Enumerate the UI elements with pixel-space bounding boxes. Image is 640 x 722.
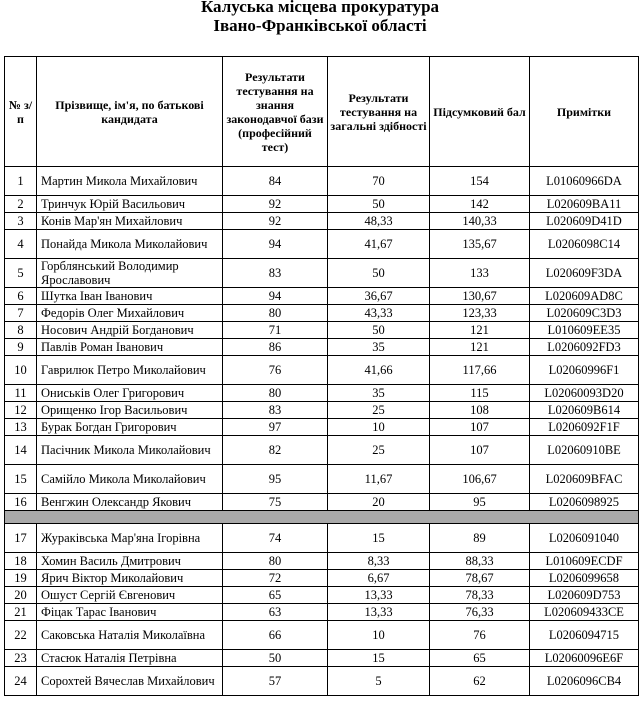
cell-law-score: 66 bbox=[223, 621, 328, 650]
cell-total-score: 78,67 bbox=[430, 570, 530, 587]
cell-total-score: 115 bbox=[430, 385, 530, 402]
cell-note: L0206098925 bbox=[530, 494, 639, 511]
cell-general-score: 50 bbox=[328, 196, 430, 213]
table-row bbox=[5, 305, 639, 322]
cell-name: Самійло Микола Миколайович bbox=[37, 465, 223, 494]
cell-law-score: 86 bbox=[223, 339, 328, 356]
table-row bbox=[5, 465, 639, 494]
cell-law-score: 80 bbox=[223, 385, 328, 402]
document-title-line1: Калуська місцева прокуратура bbox=[200, 0, 440, 16]
cell-note: L0206099658 bbox=[530, 570, 639, 587]
cell-note: L020609D753 bbox=[530, 587, 639, 604]
cell-law-score: 80 bbox=[223, 305, 328, 322]
cell-note: L02060093D20 bbox=[530, 385, 639, 402]
cell-general-score: 10 bbox=[328, 621, 430, 650]
cell-total-score: 76,33 bbox=[430, 604, 530, 621]
cell-name: Ониськів Олег Григорович bbox=[37, 385, 223, 402]
cell-law-score: 97 bbox=[223, 419, 328, 436]
cell-num: 14 bbox=[5, 436, 37, 465]
cell-total-score: 108 bbox=[430, 402, 530, 419]
cell-law-score: 94 bbox=[223, 230, 328, 259]
table-row bbox=[5, 667, 639, 696]
cell-general-score: 41,67 bbox=[328, 230, 430, 259]
table-row bbox=[5, 322, 639, 339]
cell-name: Стасюк Наталія Петрівна bbox=[37, 650, 223, 667]
cell-general-score: 35 bbox=[328, 339, 430, 356]
cell-total-score: 106,67 bbox=[430, 465, 530, 494]
cell-note: L02060910BE bbox=[530, 436, 639, 465]
cell-num: 23 bbox=[5, 650, 37, 667]
cell-note: L020609F3DA bbox=[530, 259, 639, 288]
cell-note: L020609C3D3 bbox=[530, 305, 639, 322]
cell-note: L010609EE35 bbox=[530, 322, 639, 339]
cell-general-score: 41,66 bbox=[328, 356, 430, 385]
table-row bbox=[5, 213, 639, 230]
cell-general-score: 11,67 bbox=[328, 465, 430, 494]
cell-note: L0206094З3CE bbox=[530, 604, 639, 621]
cell-num: 20 bbox=[5, 587, 37, 604]
cell-general-score: 25 bbox=[328, 402, 430, 419]
cell-num: 2 bbox=[5, 196, 37, 213]
cell-total-score: 89 bbox=[430, 524, 530, 553]
cell-name: Бурак Богдан Григорович bbox=[37, 419, 223, 436]
table-row bbox=[5, 587, 639, 604]
cell-num: 3 bbox=[5, 213, 37, 230]
table-row bbox=[5, 604, 639, 621]
cell-note: L01060966DA bbox=[530, 167, 639, 196]
cell-total-score: 88,33 bbox=[430, 553, 530, 570]
table-row bbox=[5, 494, 639, 511]
table-row bbox=[5, 419, 639, 436]
cell-law-score: 65 bbox=[223, 587, 328, 604]
cell-law-score: 84 bbox=[223, 167, 328, 196]
table-row bbox=[5, 385, 639, 402]
cell-general-score: 48,33 bbox=[328, 213, 430, 230]
cell-name: Фіцак Тарас Іванович bbox=[37, 604, 223, 621]
cell-law-score: 63 bbox=[223, 604, 328, 621]
cell-general-score: 35 bbox=[328, 385, 430, 402]
table-row bbox=[5, 339, 639, 356]
cell-law-score: 50 bbox=[223, 650, 328, 667]
cell-law-score: 94 bbox=[223, 288, 328, 305]
cell-num: 7 bbox=[5, 305, 37, 322]
cell-law-score: 72 bbox=[223, 570, 328, 587]
cell-note: L020609AD8C bbox=[530, 288, 639, 305]
cell-num: 16 bbox=[5, 494, 37, 511]
header-law-test: Результати тестування на знання законодавчої бази (професійний тест) bbox=[223, 57, 328, 167]
cell-general-score: 70 bbox=[328, 167, 430, 196]
header-total-score: Підсумковий бал bbox=[430, 57, 530, 167]
cell-general-score: 50 bbox=[328, 259, 430, 288]
table-row bbox=[5, 553, 639, 570]
cell-num: 11 bbox=[5, 385, 37, 402]
cell-name: Орищенко Ігор Васильович bbox=[37, 402, 223, 419]
table-row bbox=[5, 570, 639, 587]
cell-law-score: 83 bbox=[223, 402, 328, 419]
cell-general-score: 5 bbox=[328, 667, 430, 696]
header-notes: Примітки bbox=[530, 57, 639, 167]
cell-name: Шутка Іван Іванович bbox=[37, 288, 223, 305]
results-table bbox=[4, 56, 639, 696]
cell-total-score: 62 bbox=[430, 667, 530, 696]
cell-general-score: 13,33 bbox=[328, 587, 430, 604]
cell-num: 12 bbox=[5, 402, 37, 419]
table-row bbox=[5, 621, 639, 650]
cell-total-score: 107 bbox=[430, 436, 530, 465]
cell-total-score: 121 bbox=[430, 322, 530, 339]
cell-total-score: 142 bbox=[430, 196, 530, 213]
cell-num: 18 bbox=[5, 553, 37, 570]
cell-name: Хомин Василь Дмитрович bbox=[37, 553, 223, 570]
cell-name: Ярич Віктор Миколайович bbox=[37, 570, 223, 587]
cell-name: Мартин Микола Михайлович bbox=[37, 167, 223, 196]
cell-law-score: 57 bbox=[223, 667, 328, 696]
cell-num: 17 bbox=[5, 524, 37, 553]
header-num: № з/п bbox=[5, 57, 37, 167]
table-group-2 bbox=[5, 524, 639, 696]
cell-num: 9 bbox=[5, 339, 37, 356]
cell-note: L020609BA11 bbox=[530, 196, 639, 213]
cell-general-score: 50 bbox=[328, 322, 430, 339]
table-separator bbox=[5, 511, 639, 524]
cell-num: 5 bbox=[5, 259, 37, 288]
table-row bbox=[5, 650, 639, 667]
cell-note: L0206096CB4 bbox=[530, 667, 639, 696]
cell-num: 4 bbox=[5, 230, 37, 259]
cell-note: L02060096E6F bbox=[530, 650, 639, 667]
cell-law-score: 80 bbox=[223, 553, 328, 570]
cell-law-score: 76 bbox=[223, 356, 328, 385]
cell-name: Павлів Роман Іванович bbox=[37, 339, 223, 356]
cell-note: L020609B614 bbox=[530, 402, 639, 419]
cell-general-score: 43,33 bbox=[328, 305, 430, 322]
cell-name: Пасічник Микола Миколайович bbox=[37, 436, 223, 465]
cell-total-score: 133 bbox=[430, 259, 530, 288]
cell-general-score: 15 bbox=[328, 524, 430, 553]
cell-general-score: 8,33 bbox=[328, 553, 430, 570]
cell-law-score: 82 bbox=[223, 436, 328, 465]
cell-law-score: 92 bbox=[223, 196, 328, 213]
table-row bbox=[5, 196, 639, 213]
separator-row bbox=[5, 511, 639, 524]
header-name: Прізвище, ім'я, по батькові кандидата bbox=[37, 57, 223, 167]
cell-note: L020609D41D bbox=[530, 213, 639, 230]
cell-general-score: 20 bbox=[328, 494, 430, 511]
table-row bbox=[5, 436, 639, 465]
cell-total-score: 130,67 bbox=[430, 288, 530, 305]
cell-num: 1 bbox=[5, 167, 37, 196]
cell-note: L0206094715 bbox=[530, 621, 639, 650]
cell-total-score: 95 bbox=[430, 494, 530, 511]
table-row bbox=[5, 524, 639, 553]
cell-num: 8 bbox=[5, 322, 37, 339]
table-row bbox=[5, 230, 639, 259]
cell-num: 19 bbox=[5, 570, 37, 587]
cell-note: L0206092FD3 bbox=[530, 339, 639, 356]
document-title-line2: Івано-Франківської області bbox=[213, 16, 427, 35]
cell-general-score: 15 bbox=[328, 650, 430, 667]
cell-law-score: 95 bbox=[223, 465, 328, 494]
cell-name: Тринчук Юрій Васильович bbox=[37, 196, 223, 213]
cell-general-score: 13,33 bbox=[328, 604, 430, 621]
cell-name: Жураківська Мар'яна Ігорівна bbox=[37, 524, 223, 553]
cell-note: L02060996F1 bbox=[530, 356, 639, 385]
cell-law-score: 74 bbox=[223, 524, 328, 553]
cell-total-score: 135,67 bbox=[430, 230, 530, 259]
cell-num: 6 bbox=[5, 288, 37, 305]
cell-name: Сорохтей Вячеслав Михайлович bbox=[37, 667, 223, 696]
cell-general-score: 25 bbox=[328, 436, 430, 465]
cell-law-score: 83 bbox=[223, 259, 328, 288]
table-row bbox=[5, 402, 639, 419]
cell-name: Венгжин Олександр Якович bbox=[37, 494, 223, 511]
cell-num: 21 bbox=[5, 604, 37, 621]
cell-total-score: 121 bbox=[430, 339, 530, 356]
cell-total-score: 117,66 bbox=[430, 356, 530, 385]
cell-name: Федорів Олег Михайлович bbox=[37, 305, 223, 322]
cell-total-score: 123,33 bbox=[430, 305, 530, 322]
table-group-1 bbox=[5, 167, 639, 511]
header-general-test: Результати тестування на загальні здібності bbox=[328, 57, 430, 167]
cell-name: Носович Андрій Богданович bbox=[37, 322, 223, 339]
cell-general-score: 6,67 bbox=[328, 570, 430, 587]
cell-name: Гаврилюк Петро Миколайович bbox=[37, 356, 223, 385]
table-row bbox=[5, 259, 639, 288]
cell-law-score: 92 bbox=[223, 213, 328, 230]
table-row bbox=[5, 356, 639, 385]
cell-num: 22 bbox=[5, 621, 37, 650]
cell-law-score: 71 bbox=[223, 322, 328, 339]
cell-name: Ошуст Сергій Євгенович bbox=[37, 587, 223, 604]
cell-num: 24 bbox=[5, 667, 37, 696]
cell-general-score: 36,67 bbox=[328, 288, 430, 305]
cell-general-score: 10 bbox=[328, 419, 430, 436]
cell-name: Понайда Микола Миколайович bbox=[37, 230, 223, 259]
cell-note: L0206091040 bbox=[530, 524, 639, 553]
cell-name: Саковська Наталія Миколаївна bbox=[37, 621, 223, 650]
cell-law-score: 75 bbox=[223, 494, 328, 511]
cell-num: 13 bbox=[5, 419, 37, 436]
cell-total-score: 107 bbox=[430, 419, 530, 436]
cell-note: L020609BFAC bbox=[530, 465, 639, 494]
cell-note: L0206098C14 bbox=[530, 230, 639, 259]
cell-total-score: 154 bbox=[430, 167, 530, 196]
cell-num: 10 bbox=[5, 356, 37, 385]
cell-total-score: 78,33 bbox=[430, 587, 530, 604]
cell-name: Конів Мар'ян Михайлович bbox=[37, 213, 223, 230]
table-row bbox=[5, 167, 639, 196]
cell-note: L0206092F1F bbox=[530, 419, 639, 436]
cell-note: L010609ECDF bbox=[530, 553, 639, 570]
cell-total-score: 140,33 bbox=[430, 213, 530, 230]
cell-total-score: 65 bbox=[430, 650, 530, 667]
cell-num: 15 bbox=[5, 465, 37, 494]
cell-total-score: 76 bbox=[430, 621, 530, 650]
table-row bbox=[5, 288, 639, 305]
cell-name: Горблянський Володимир Ярославович bbox=[37, 259, 223, 288]
